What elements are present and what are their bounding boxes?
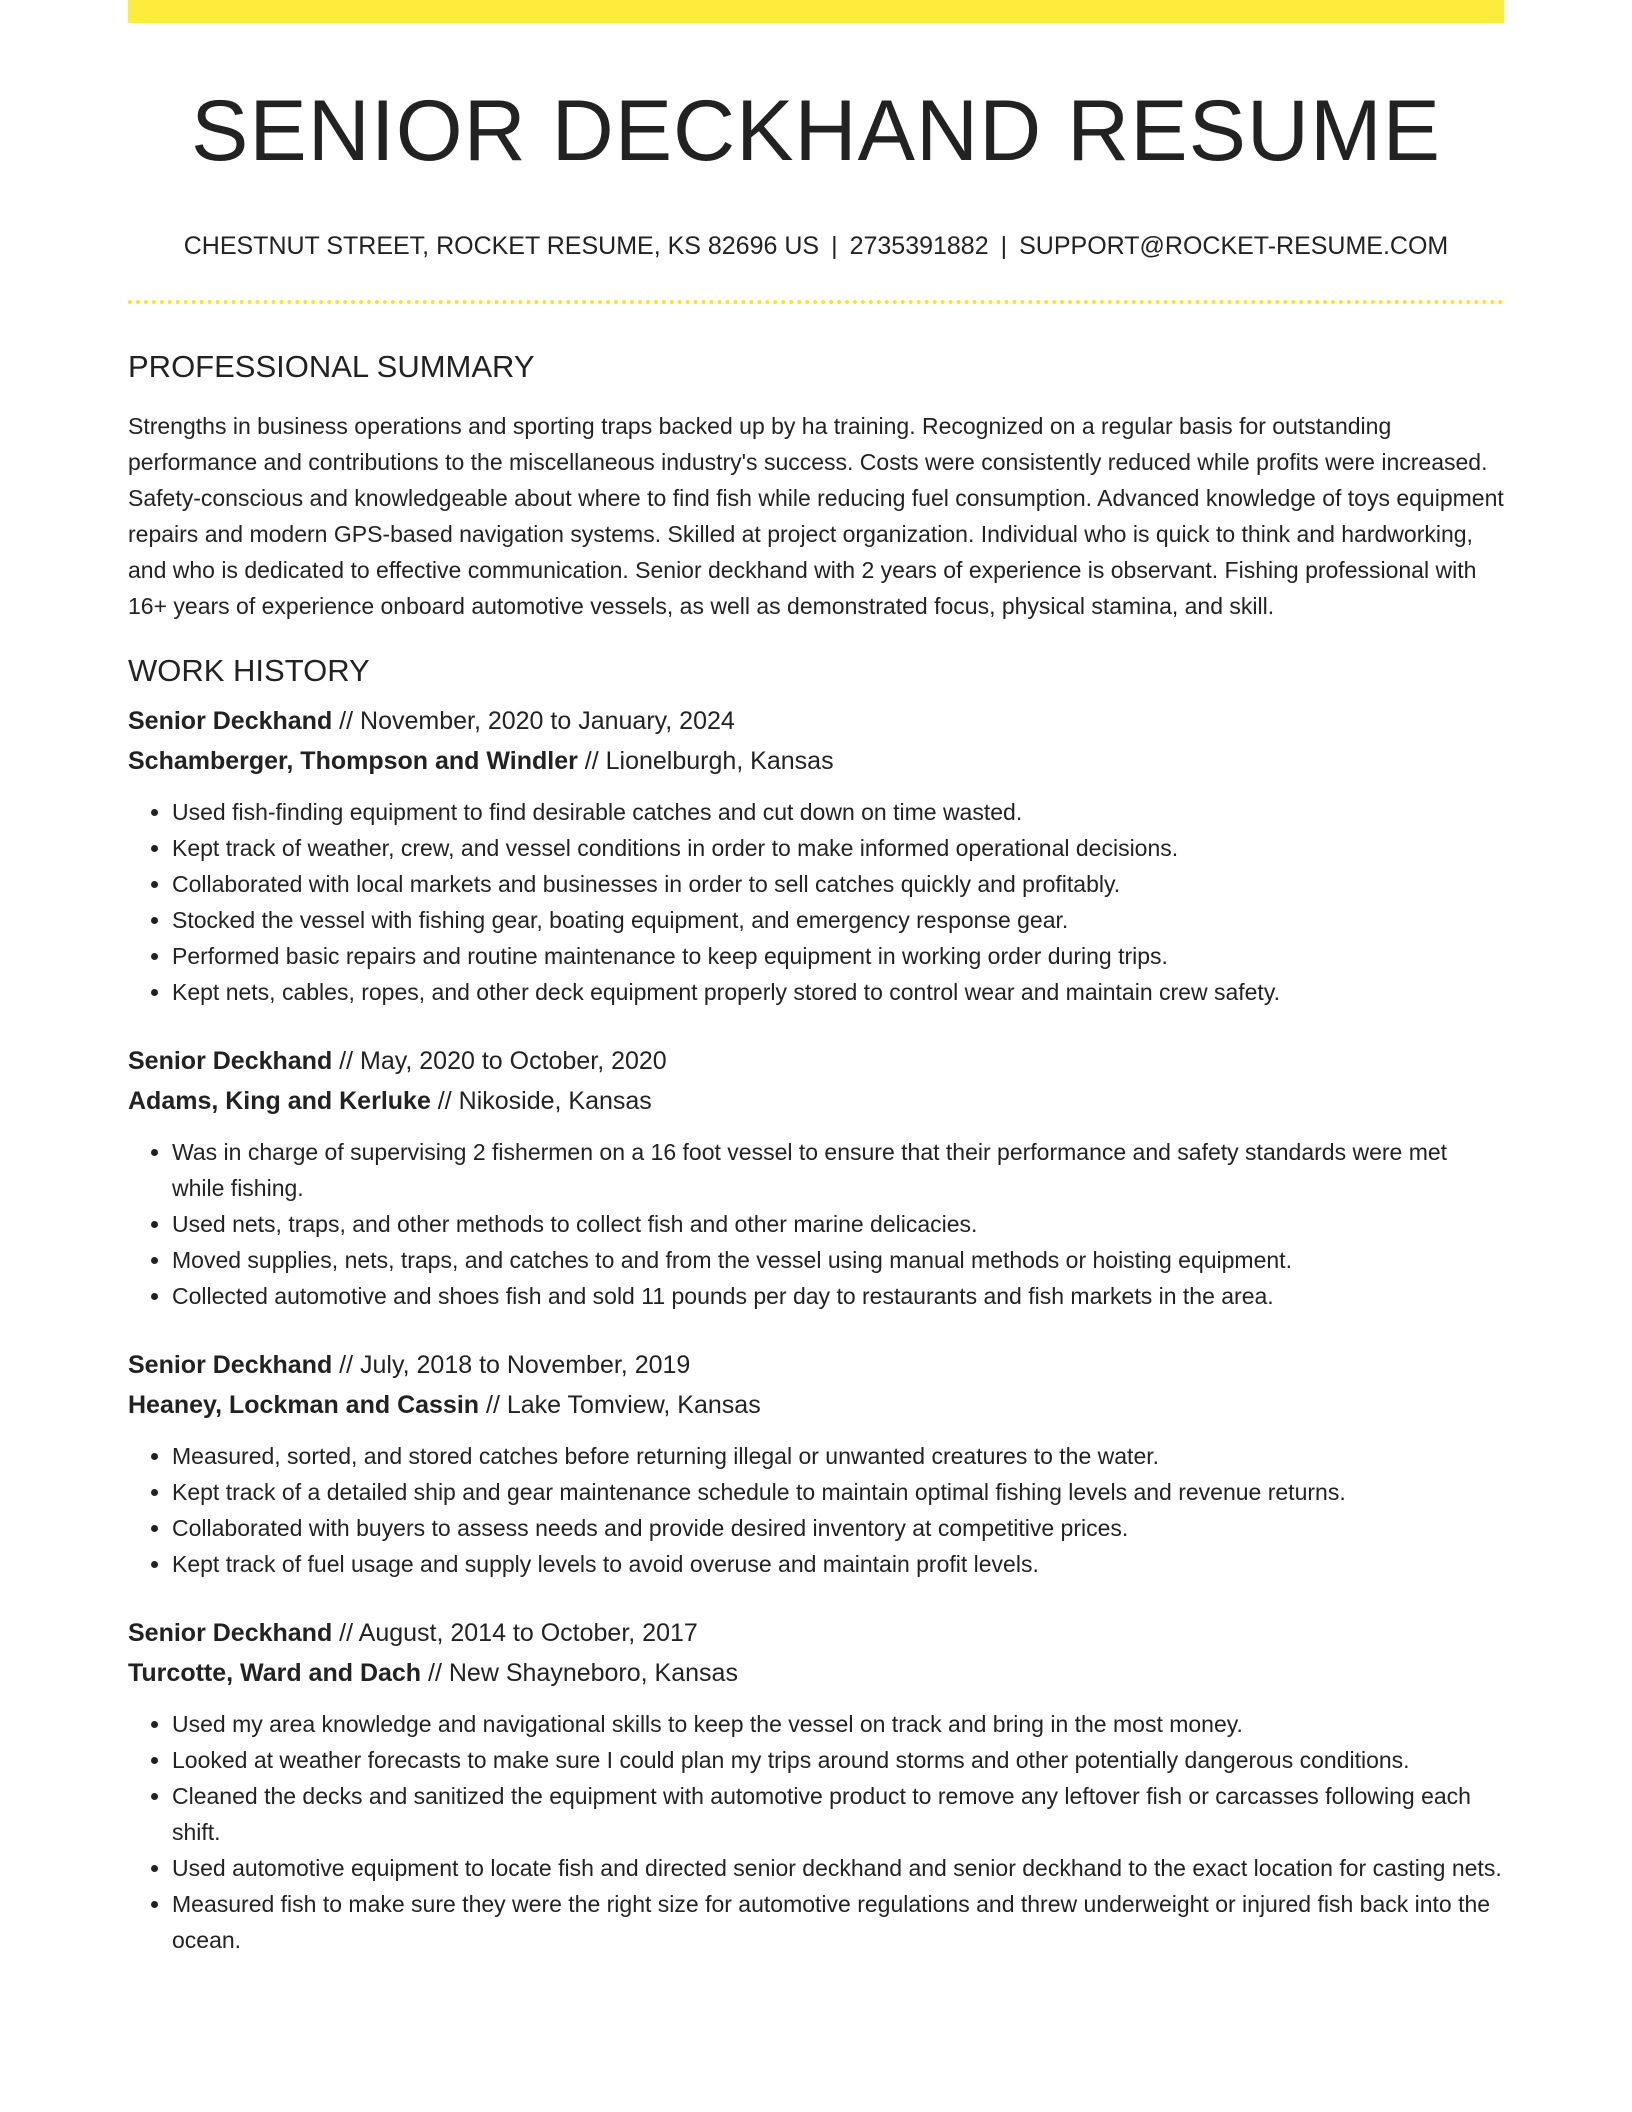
accent-bar (128, 0, 1504, 23)
job-title-line (128, 1613, 1504, 1653)
list-item: • Measured, sorted, and stored catches before returning illegal or unwanted creatures to the water. (172, 1438, 1504, 1474)
resume-page (128, 0, 1504, 1958)
list-item: • Kept track of weather, crew, and vessel conditions in order to make informed operational decisions. (172, 830, 1504, 866)
list-item: • Measured fish to make sure they were the right size for automotive regulations and threw underweight or injured fish back into the ocean. (172, 1886, 1504, 1958)
job-location: // Lionelburgh, Kansas (577, 746, 834, 775)
duty-list (128, 794, 1504, 1010)
job-location: // New Shayneboro, Kansas (421, 1658, 738, 1687)
list-item: • Stocked the vessel with fishing gear, boating equipment, and emergency response gear. (172, 902, 1504, 938)
list-item: • Cleaned the decks and sanitized the equipment with automotive product to remove any leftover fish or carcasses following each shift. (172, 1778, 1504, 1850)
contact-separator: | (1000, 231, 1008, 260)
list-item: • Looked at weather forecasts to make sure I could plan my trips around storms and other potentially dangerous conditions. (172, 1742, 1504, 1778)
job-title: Senior Deckhand (128, 706, 333, 735)
list-item: • Collaborated with buyers to assess needs and provide desired inventory at competitive prices. (172, 1510, 1504, 1546)
contact-email: SUPPORT@ROCKET-RESUME.COM (1019, 231, 1449, 260)
job-location: // Nikoside, Kansas (430, 1086, 652, 1115)
list-item: • Collaborated with local markets and businesses in order to sell catches quickly and profitably. (172, 866, 1504, 902)
duty-list (128, 1134, 1504, 1314)
job-entry (128, 1345, 1504, 1582)
summary-heading: PROFESSIONAL SUMMARY (128, 348, 535, 384)
job-dates: // May, 2020 to October, 2020 (332, 1046, 667, 1075)
job-dates: // November, 2020 to January, 2024 (332, 706, 735, 735)
list-item: • Collected automotive and shoes fish and sold 11 pounds per day to restaurants and fish markets in the area. (172, 1278, 1504, 1314)
list-item: • Kept nets, cables, ropes, and other deck equipment properly stored to control wear and maintain crew safety. (172, 974, 1504, 1010)
job-entry (128, 701, 1504, 1010)
list-item: • Performed basic repairs and routine maintenance to keep equipment in working order during trips. (172, 938, 1504, 974)
job-company-line (128, 1081, 1504, 1121)
job-entry (128, 1613, 1504, 1958)
contact-separator: | (831, 231, 838, 260)
list-item: • Was in charge of supervising 2 fishermen on a 16 foot vessel to ensure that their performance and safety standards were met while fishing. (172, 1134, 1504, 1206)
contact-line (128, 231, 1504, 261)
job-entry (128, 1041, 1504, 1314)
job-title: Senior Deckhand (128, 1618, 333, 1647)
page-title: SENIOR DECKHAND RESUME (190, 83, 1442, 179)
job-location: // Lake Tomview, Kansas (479, 1390, 761, 1419)
list-item: • Used automotive equipment to locate fish and directed senior deckhand and senior deckhand to the exact location for casting nets. (172, 1850, 1504, 1886)
list-item: • Used fish-finding equipment to find desirable catches and cut down on time wasted. (172, 794, 1504, 830)
dotted-divider (128, 300, 1504, 304)
duty-list (128, 1438, 1504, 1582)
job-title-line (128, 1041, 1504, 1081)
job-dates: // July, 2018 to November, 2019 (332, 1350, 691, 1379)
job-company: Adams, King and Kerluke (128, 1086, 431, 1115)
job-company: Heaney, Lockman and Cassin (128, 1390, 480, 1419)
contact-address: CHESTNUT STREET, ROCKET RESUME, KS 82696 US (183, 231, 820, 260)
list-item: • Kept track of fuel usage and supply levels to avoid overuse and maintain profit levels. (172, 1546, 1504, 1582)
contact-phone: 2735391882 (849, 231, 989, 260)
job-company-line (128, 1653, 1504, 1693)
job-title-line (128, 1345, 1504, 1385)
job-company-line (128, 1385, 1504, 1425)
list-item: • Moved supplies, nets, traps, and catches to and from the vessel using manual methods or hoisting equipment. (172, 1242, 1504, 1278)
job-company: Schamberger, Thompson and Windler (128, 746, 578, 775)
job-title: Senior Deckhand (128, 1046, 333, 1075)
list-item: • Used nets, traps, and other methods to collect fish and other marine delicacies. (172, 1206, 1504, 1242)
job-company: Turcotte, Ward and Dach (128, 1658, 422, 1687)
list-item: • Used my area knowledge and navigational skills to keep the vessel on track and bring in the most money. (172, 1706, 1504, 1742)
job-title: Senior Deckhand (128, 1350, 333, 1379)
job-title-line (128, 701, 1504, 741)
duty-list (128, 1706, 1504, 1958)
list-item: • Kept track of a detailed ship and gear maintenance schedule to maintain optimal fishing levels and revenue returns. (172, 1474, 1504, 1510)
summary-text: Strengths in business operations and sporting traps backed up by ha training. Recognized on a regular basis for outstanding performance and contributions to the miscellaneous industry's success. Costs were consistently reduced while profits were increased. Safety-conscious and knowledgeable about where to find fish while reducing fuel consumption. Advanced knowledge of toys equipment repairs and modern GPS-based navigation systems. Skilled at project organization. Individual who is quick to think and hardworking, and who is dedicated to effective communication. Senior deckhand with 2 years of experience is observant. Fishing professional with 16+ years of experience onboard automotive vessels, as well as demonstrated focus, physical stamina, and skill. (128, 412, 1504, 619)
job-company-line (128, 741, 1504, 781)
job-dates: // August, 2014 to October, 2017 (332, 1618, 698, 1647)
work-history-heading: WORK HISTORY (128, 652, 370, 688)
